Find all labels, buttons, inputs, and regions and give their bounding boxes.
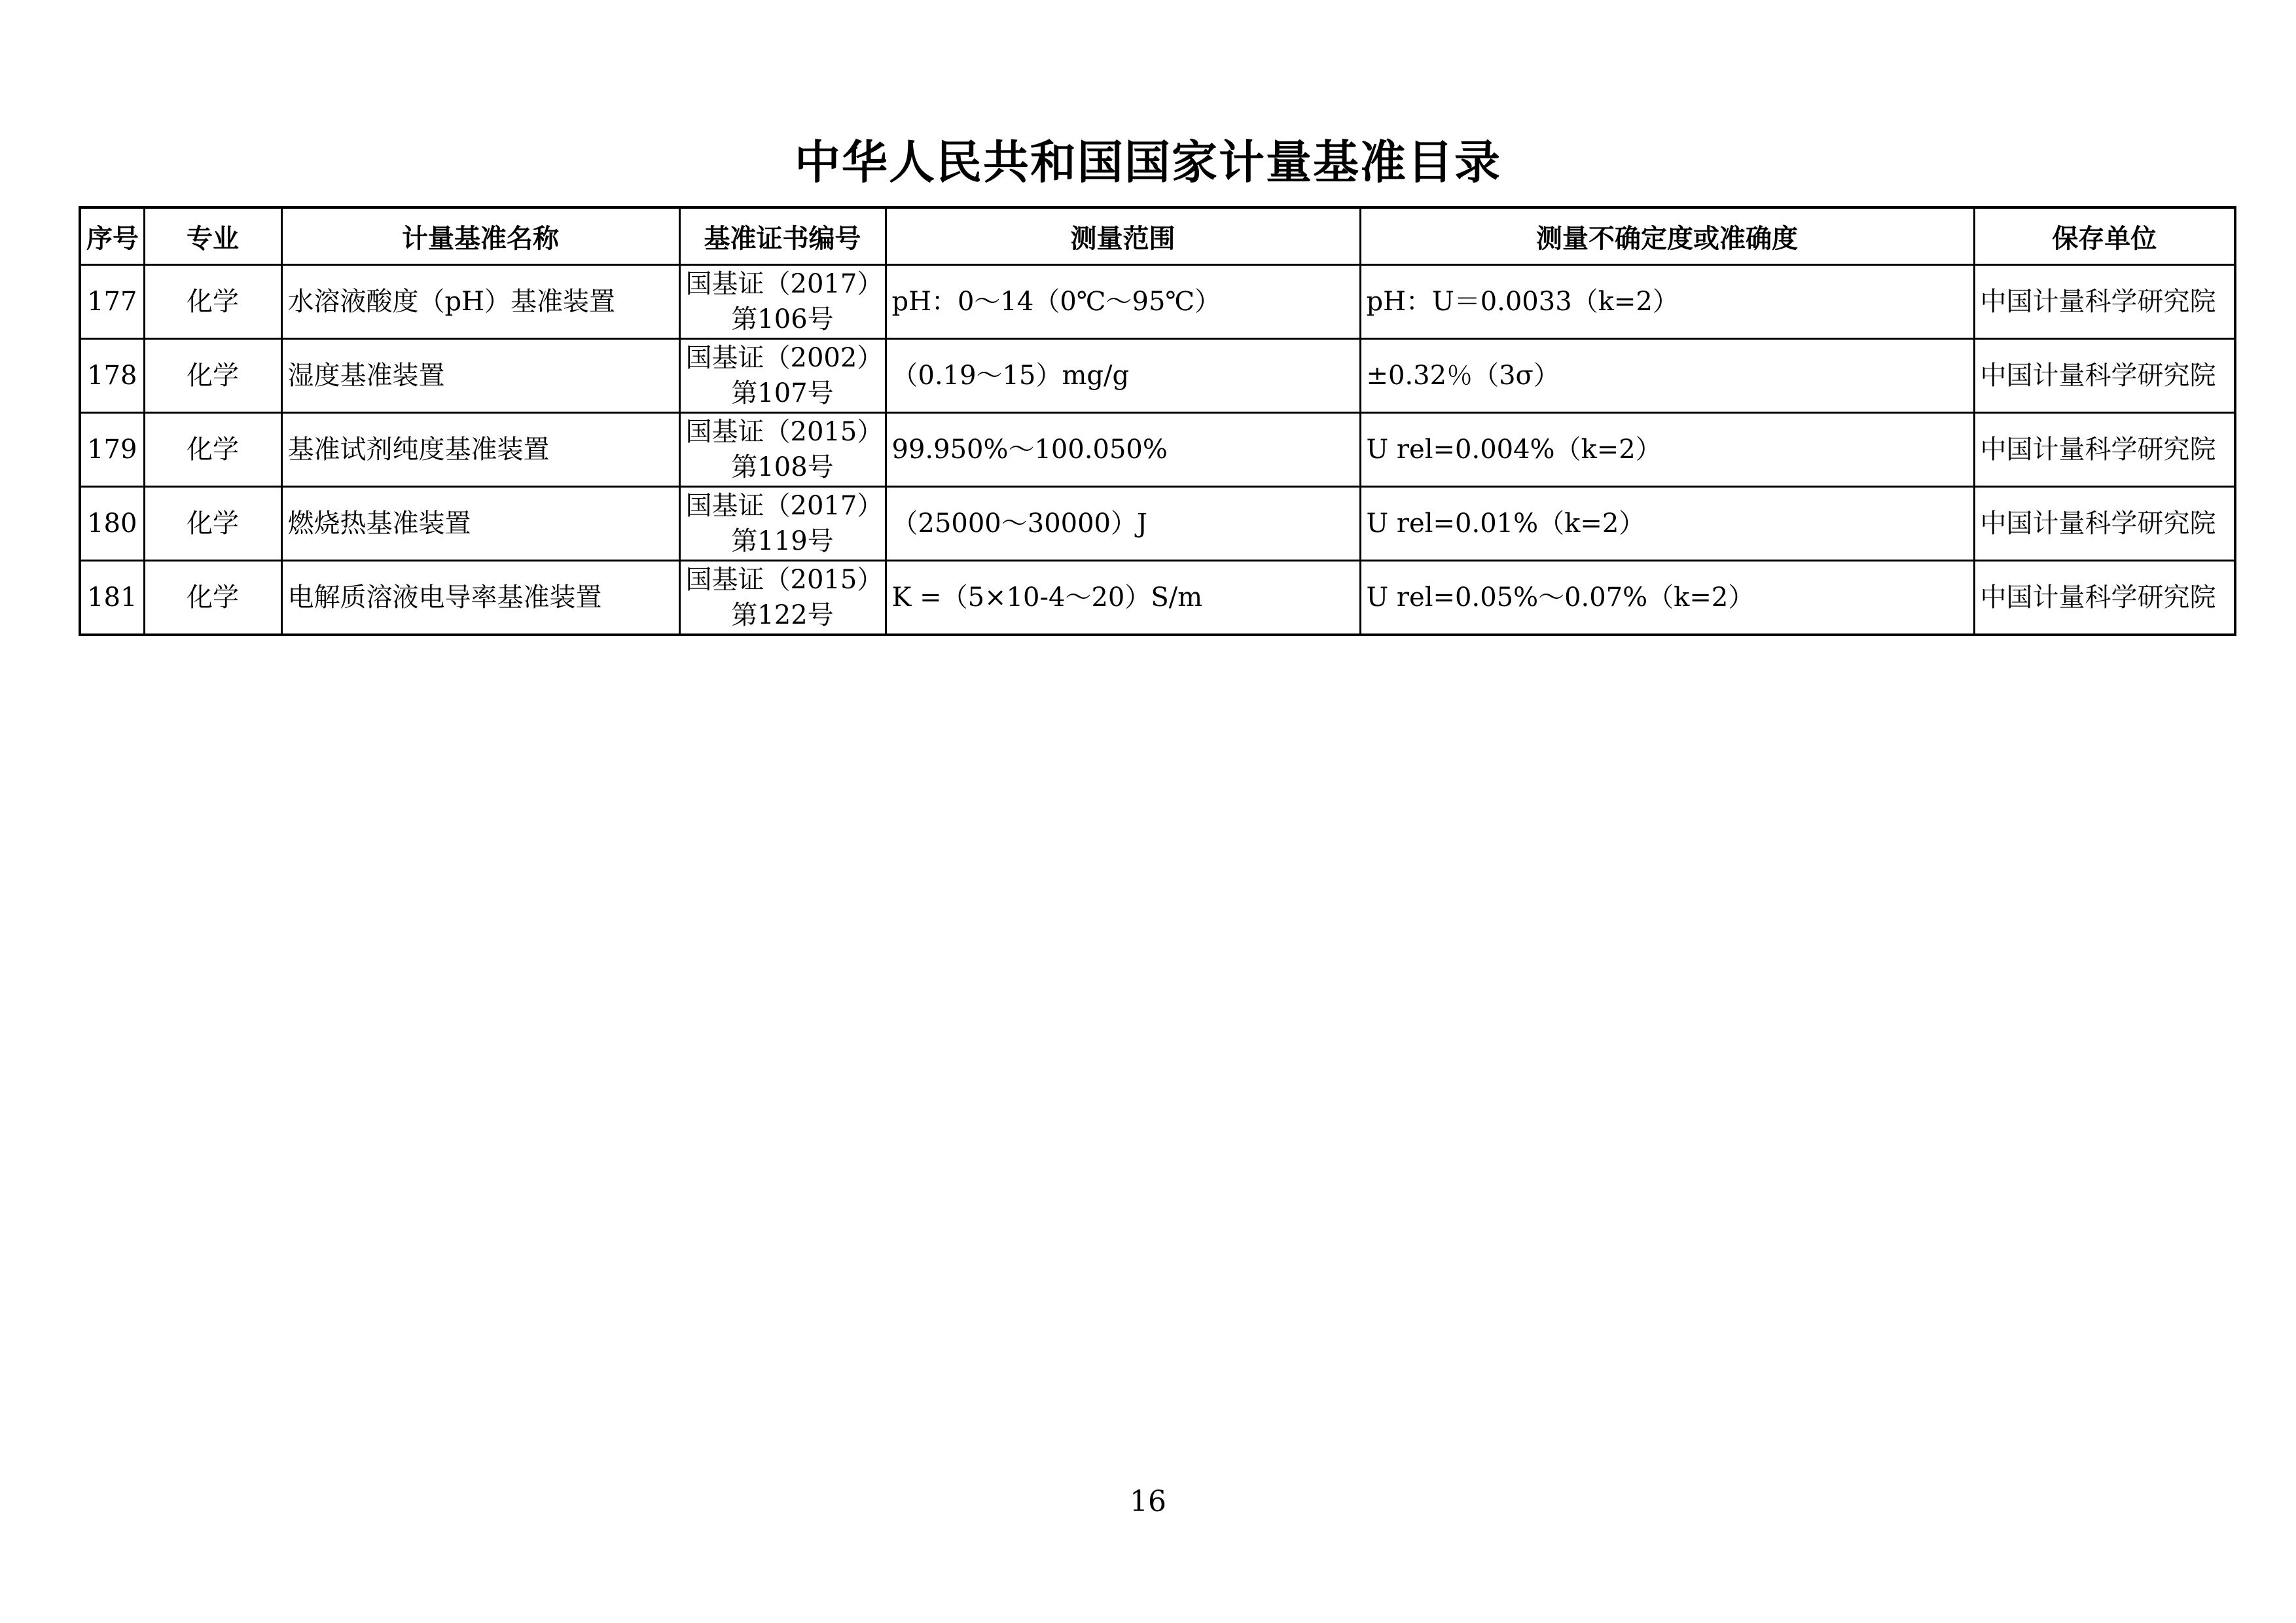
cert-line-1: 国基证（2017） (685, 269, 884, 299)
cell-name: 燃烧热基准装置 (281, 487, 679, 561)
cert-line-2: 第122号 (731, 600, 834, 630)
standards-catalog-table (79, 206, 2236, 636)
cert-line-1: 国基证（2015） (685, 417, 884, 447)
column-header-cert: 基准证书编号 (679, 207, 886, 265)
cell-field: 化学 (144, 339, 281, 413)
cell-field: 化学 (144, 265, 281, 339)
column-header-uncertainty: 测量不确定度或准确度 (1360, 207, 1974, 265)
column-header-seq: 序号 (80, 207, 144, 265)
cell-name: 湿度基准装置 (281, 339, 679, 413)
cell-name: 电解质溶液电导率基准装置 (281, 561, 679, 635)
page-title: 中华人民共和国国家计量基准目录 (795, 135, 1501, 189)
cell-field: 化学 (144, 413, 281, 487)
cell-cert (679, 339, 886, 413)
cell-unit: 中国计量科学研究院 (1974, 265, 2235, 339)
cert-line-1: 国基证（2002） (685, 343, 884, 373)
page-number: 16 (1130, 1485, 1166, 1518)
cell-seq: 178 (80, 339, 144, 413)
table-row (80, 339, 2235, 413)
cell-name: 水溶液酸度（pH）基准装置 (281, 265, 679, 339)
cell-unit: 中国计量科学研究院 (1974, 487, 2235, 561)
cell-unit: 中国计量科学研究院 (1974, 561, 2235, 635)
cell-range: （25000～30000）J (886, 487, 1360, 561)
column-header-name: 计量基准名称 (281, 207, 679, 265)
table-row (80, 487, 2235, 561)
cell-uncertainty: U rel=0.05%～0.07%（k=2） (1360, 561, 1974, 635)
cell-cert (679, 265, 886, 339)
cell-uncertainty: pH：U＝0.0033（k=2） (1360, 265, 1974, 339)
table-row (80, 413, 2235, 487)
cert-line-2: 第106号 (731, 304, 834, 334)
cell-cert (679, 487, 886, 561)
table-row (80, 561, 2235, 635)
cell-seq: 179 (80, 413, 144, 487)
cell-cert (679, 561, 886, 635)
cell-seq: 180 (80, 487, 144, 561)
cell-range: 99.950%～100.050% (886, 413, 1360, 487)
cell-name: 基准试剂纯度基准装置 (281, 413, 679, 487)
cert-line-1: 国基证（2017） (685, 491, 884, 521)
cell-unit: 中国计量科学研究院 (1974, 413, 2235, 487)
table-header-row (80, 207, 2235, 265)
cell-range: pH：0～14（0℃～95℃） (886, 265, 1360, 339)
cell-range: （0.19～15）mg/g (886, 339, 1360, 413)
cell-uncertainty: ±0.32％（3σ） (1360, 339, 1974, 413)
column-header-range: 测量范围 (886, 207, 1360, 265)
cell-unit: 中国计量科学研究院 (1974, 339, 2235, 413)
cell-uncertainty: U rel=0.004%（k=2） (1360, 413, 1974, 487)
column-header-field: 专业 (144, 207, 281, 265)
cell-field: 化学 (144, 561, 281, 635)
cell-seq: 181 (80, 561, 144, 635)
table-row (80, 265, 2235, 339)
cell-seq: 177 (80, 265, 144, 339)
cert-line-2: 第107号 (731, 378, 834, 408)
cell-range: K =（5×10-4～20）S/m (886, 561, 1360, 635)
cell-field: 化学 (144, 487, 281, 561)
cert-line-2: 第108号 (731, 452, 834, 482)
cert-line-2: 第119号 (731, 526, 834, 556)
cell-cert (679, 413, 886, 487)
column-header-unit: 保存单位 (1974, 207, 2235, 265)
cell-uncertainty: U rel=0.01%（k=2） (1360, 487, 1974, 561)
cert-line-1: 国基证（2015） (685, 565, 884, 595)
